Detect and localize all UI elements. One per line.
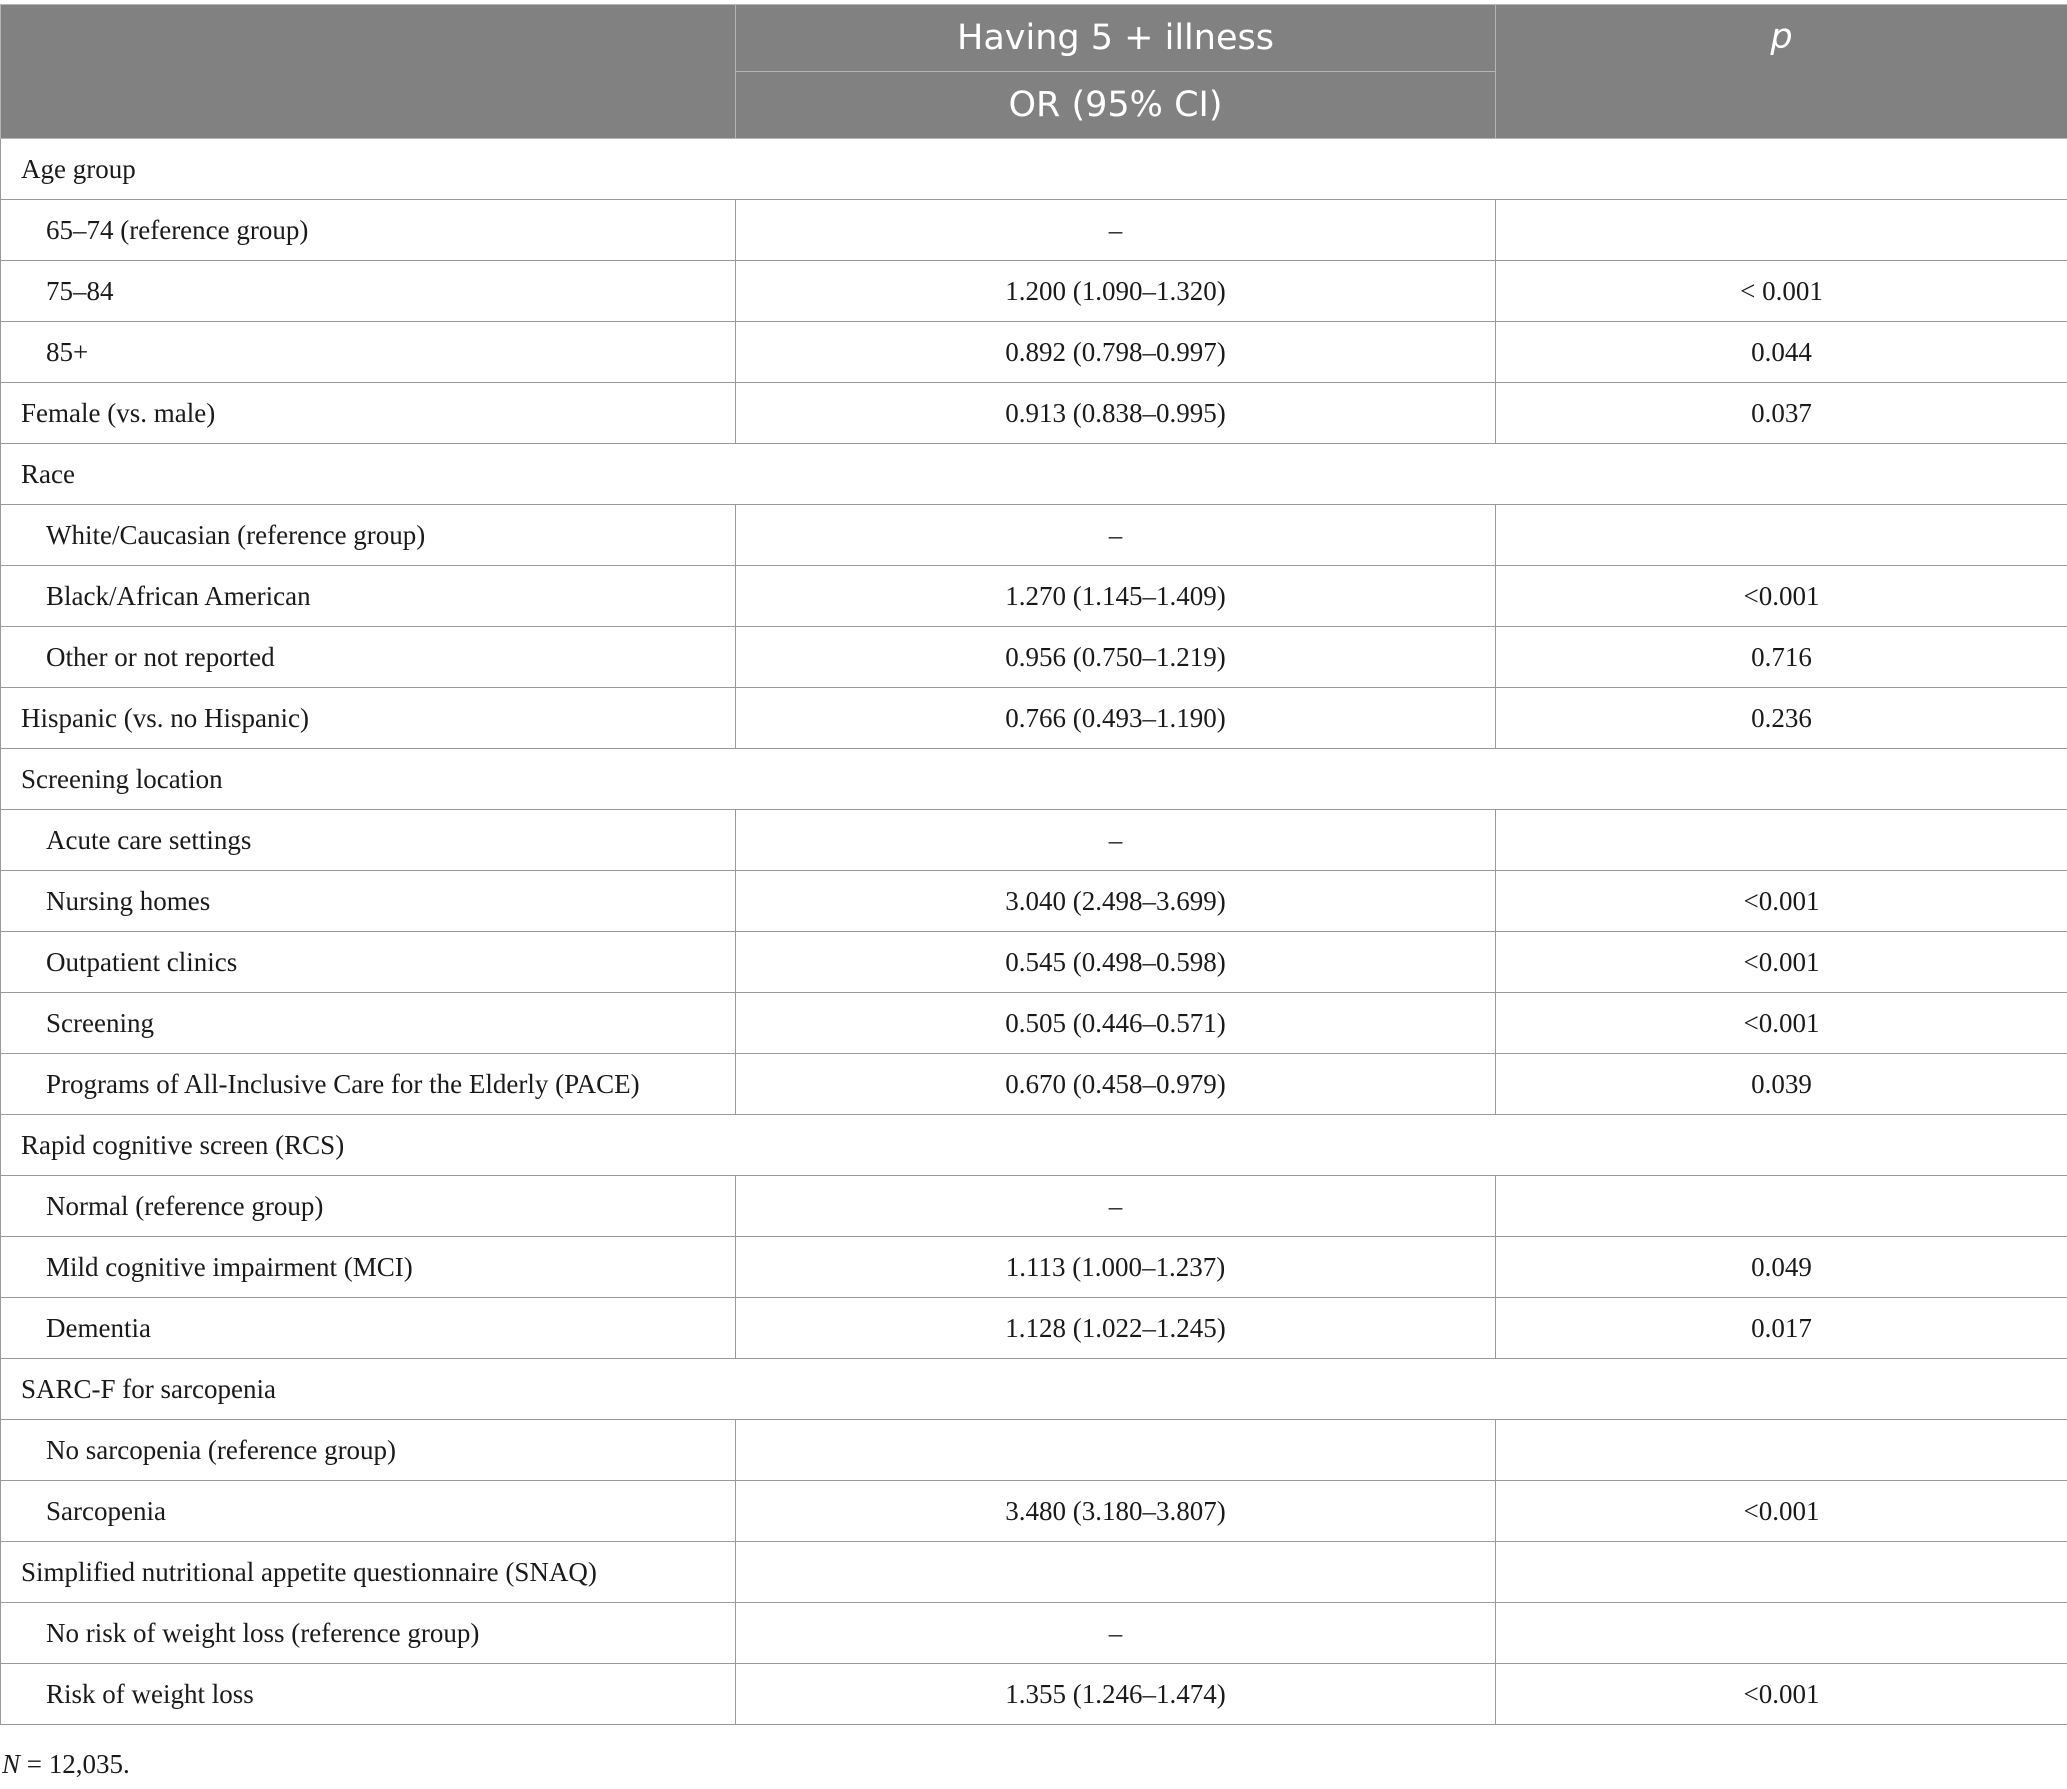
table-row xyxy=(1,871,2067,932)
odds-ratio-cell: 1.128 (1.022–1.245) xyxy=(736,1298,1496,1359)
p-value-cell xyxy=(1496,1542,2067,1603)
odds-ratio-cell: – xyxy=(736,505,1496,566)
row-group-label: Age group xyxy=(1,139,2067,200)
odds-ratio-cell: 0.670 (0.458–0.979) xyxy=(736,1054,1496,1115)
row-label: Sarcopenia xyxy=(1,1481,736,1542)
odds-ratio-cell: – xyxy=(736,200,1496,261)
table-row xyxy=(1,932,2067,993)
table-row xyxy=(1,444,2067,505)
row-label: White/Caucasian (reference group) xyxy=(1,505,736,566)
p-value-cell: 0.044 xyxy=(1496,322,2067,383)
p-value-cell: <0.001 xyxy=(1496,1481,2067,1542)
row-label: Nursing homes xyxy=(1,871,736,932)
table-row xyxy=(1,1603,2067,1664)
header-empty-cell xyxy=(1,5,736,139)
odds-ratio-cell: – xyxy=(736,1176,1496,1237)
row-group-label: SARC-F for sarcopenia xyxy=(1,1359,2067,1420)
table-row xyxy=(1,688,2067,749)
row-label: No risk of weight loss (reference group) xyxy=(1,1603,736,1664)
table-row xyxy=(1,1542,2067,1603)
table-row xyxy=(1,1420,2067,1481)
odds-ratio-cell: 0.892 (0.798–0.997) xyxy=(736,322,1496,383)
row-label: Female (vs. male) xyxy=(1,383,736,444)
table-row xyxy=(1,627,2067,688)
table-row xyxy=(1,1115,2067,1176)
p-value-cell: 0.049 xyxy=(1496,1237,2067,1298)
row-label: 85+ xyxy=(1,322,736,383)
row-label: No sarcopenia (reference group) xyxy=(1,1420,736,1481)
odds-ratio-cell: 0.956 (0.750–1.219) xyxy=(736,627,1496,688)
odds-ratio-cell: 0.913 (0.838–0.995) xyxy=(736,383,1496,444)
table-row xyxy=(1,1237,2067,1298)
table-row xyxy=(1,261,2067,322)
row-group-label: Screening location xyxy=(1,749,2067,810)
odds-ratio-cell: 1.200 (1.090–1.320) xyxy=(736,261,1496,322)
p-value-cell: 0.017 xyxy=(1496,1298,2067,1359)
odds-ratio-cell: 3.040 (2.498–3.699) xyxy=(736,871,1496,932)
odds-ratio-cell: – xyxy=(736,810,1496,871)
odds-ratio-cell: 3.480 (3.180–3.807) xyxy=(736,1481,1496,1542)
row-group-label: Race xyxy=(1,444,2067,505)
table-row xyxy=(1,139,2067,200)
p-value-cell: 0.039 xyxy=(1496,1054,2067,1115)
table-row xyxy=(1,1054,2067,1115)
table-body xyxy=(1,139,2067,1725)
p-value-cell xyxy=(1496,1176,2067,1237)
p-value-cell: 0.716 xyxy=(1496,627,2067,688)
odds-ratio-cell: 1.270 (1.145–1.409) xyxy=(736,566,1496,627)
row-label: Screening xyxy=(1,993,736,1054)
table-row xyxy=(1,749,2067,810)
footnote-n-symbol: N xyxy=(2,1749,21,1779)
row-label: Normal (reference group) xyxy=(1,1176,736,1237)
p-value-cell xyxy=(1496,1420,2067,1481)
table-row xyxy=(1,566,2067,627)
row-label: Dementia xyxy=(1,1298,736,1359)
table-row xyxy=(1,1298,2067,1359)
p-value-cell: <0.001 xyxy=(1496,871,2067,932)
table-row xyxy=(1,993,2067,1054)
table-row xyxy=(1,383,2067,444)
table-header xyxy=(1,5,2067,139)
table-row xyxy=(1,1481,2067,1542)
odds-ratio-cell: 1.355 (1.246–1.474) xyxy=(736,1664,1496,1725)
row-label: Black/African American xyxy=(1,566,736,627)
header-outcome: Having 5 + illness xyxy=(736,5,1496,72)
row-label: Simplified nutritional appetite questionnaire (SNAQ) xyxy=(1,1542,736,1603)
row-label: 75–84 xyxy=(1,261,736,322)
table-row xyxy=(1,322,2067,383)
regression-table-container xyxy=(0,4,2067,1725)
row-label: Risk of weight loss xyxy=(1,1664,736,1725)
odds-ratio-cell: 0.766 (0.493–1.190) xyxy=(736,688,1496,749)
row-group-label: Rapid cognitive screen (RCS) xyxy=(1,1115,2067,1176)
odds-ratio-cell: 1.113 (1.000–1.237) xyxy=(736,1237,1496,1298)
table-footnote xyxy=(2,1749,130,1780)
row-label: Other or not reported xyxy=(1,627,736,688)
header-p-value: p xyxy=(1496,5,2067,139)
row-label: Programs of All-Inclusive Care for the Elderly (PACE) xyxy=(1,1054,736,1115)
table-row xyxy=(1,1176,2067,1237)
row-label: Outpatient clinics xyxy=(1,932,736,993)
header-or-ci: OR (95% CI) xyxy=(736,72,1496,139)
odds-ratio-cell xyxy=(736,1542,1496,1603)
odds-ratio-cell: 0.545 (0.498–0.598) xyxy=(736,932,1496,993)
regression-table xyxy=(0,4,2067,1725)
p-value-cell xyxy=(1496,810,2067,871)
p-value-cell: < 0.001 xyxy=(1496,261,2067,322)
p-value-cell xyxy=(1496,200,2067,261)
table-row xyxy=(1,810,2067,871)
p-value-cell: <0.001 xyxy=(1496,993,2067,1054)
row-label: Hispanic (vs. no Hispanic) xyxy=(1,688,736,749)
odds-ratio-cell xyxy=(736,1420,1496,1481)
table-row xyxy=(1,1664,2067,1725)
footnote-n-value: = 12,035. xyxy=(20,1749,130,1779)
table-row xyxy=(1,1359,2067,1420)
p-value-cell: <0.001 xyxy=(1496,566,2067,627)
table-row xyxy=(1,505,2067,566)
row-label: Acute care settings xyxy=(1,810,736,871)
row-label: 65–74 (reference group) xyxy=(1,200,736,261)
p-value-cell: <0.001 xyxy=(1496,1664,2067,1725)
p-value-cell: 0.236 xyxy=(1496,688,2067,749)
p-value-cell: <0.001 xyxy=(1496,932,2067,993)
odds-ratio-cell: – xyxy=(736,1603,1496,1664)
row-label: Mild cognitive impairment (MCI) xyxy=(1,1237,736,1298)
p-value-cell: 0.037 xyxy=(1496,383,2067,444)
table-row xyxy=(1,200,2067,261)
p-value-cell xyxy=(1496,1603,2067,1664)
odds-ratio-cell: 0.505 (0.446–0.571) xyxy=(736,993,1496,1054)
p-value-cell xyxy=(1496,505,2067,566)
